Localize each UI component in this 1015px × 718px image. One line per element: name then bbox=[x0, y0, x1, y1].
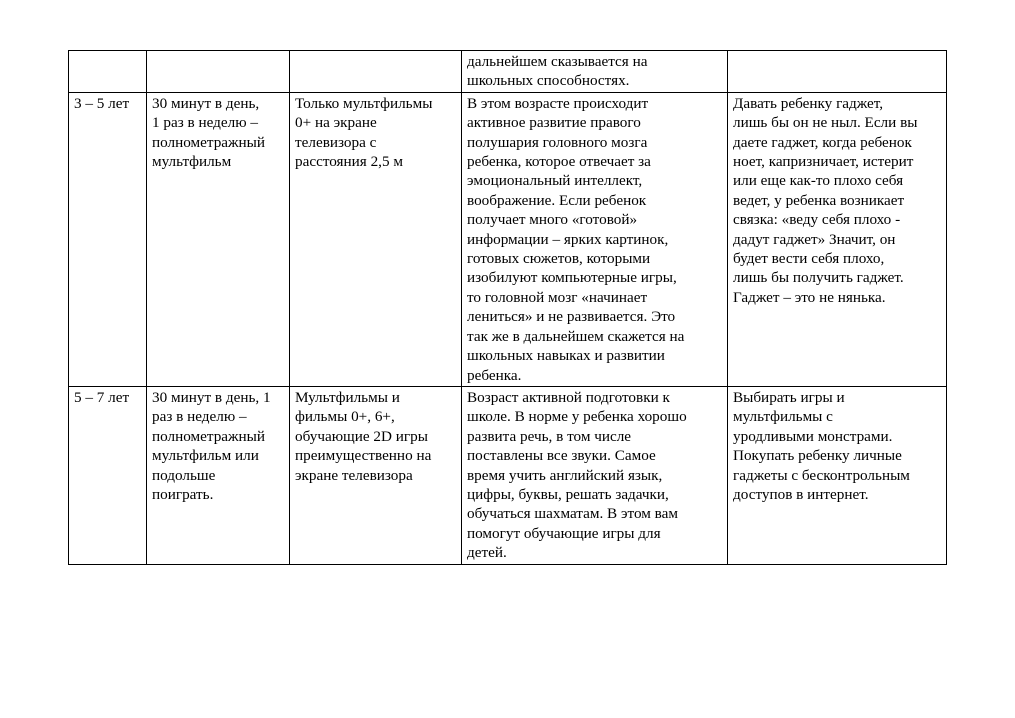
description-text: дальнейшем сказывается на школьных способностях. bbox=[467, 53, 648, 90]
advice-cell bbox=[728, 51, 947, 93]
description-cell bbox=[462, 386, 728, 564]
table-row bbox=[69, 386, 947, 564]
description-cell bbox=[462, 92, 728, 386]
content-cell bbox=[290, 92, 462, 386]
age-text: 5 – 7 лет bbox=[74, 388, 130, 406]
time-text: 30 минут в день, 1 раз в неделю – полнометражный мультфильм или подольше поиграть. bbox=[152, 388, 271, 503]
gadget-usage-table bbox=[68, 50, 947, 565]
description-text: В этом возрасте происходит активное развитие правого полушария головного мозга ребенка, которое отвечает за эмоциональный интеллект, воображение. Если ребенок получает много «готовой» информации – ярких картинок, готовых сюжетов, которыми изобилуют компьютерные игры, то головной мозг «начинает лениться» и не развивается. Это так же в дальнейшем скажется на школьных навыках и развитии ребенка. bbox=[467, 94, 685, 384]
advice-cell bbox=[728, 386, 947, 564]
table-row bbox=[69, 51, 947, 93]
time-cell bbox=[147, 92, 290, 386]
description-text: Возраст активной подготовки к школе. В норме у ребенка хорошо развита речь, в том числе поставлены все звуки. Самое время учить английский язык, цифры, буквы, решать задачки, обучаться шахматам. В этом вам помогут обучающие игры для детей. bbox=[467, 388, 687, 562]
advice-text: Давать ребенку гаджет, лишь бы он не ныл. Если вы даете гаджет, когда ребенок ноет, капризничает, истерит или еще как-то плохо себя ведет, у ребенка возникает связка: «веду себя плохо - дадут гаджет» Значит, он будет вести себя плохо, лишь бы получить гаджет. Гаджет – это не нянька. bbox=[733, 94, 918, 306]
table-row bbox=[69, 92, 947, 386]
advice-cell bbox=[728, 92, 947, 386]
time-cell bbox=[147, 51, 290, 93]
time-cell bbox=[147, 386, 290, 564]
advice-text: Выбирать игры и мультфильмы с уродливыми монстрами. Покупать ребенку личные гаджеты с бесконтрольным доступов в интернет. bbox=[733, 388, 910, 503]
age-cell bbox=[69, 386, 147, 564]
content-cell bbox=[290, 386, 462, 564]
age-cell bbox=[69, 92, 147, 386]
description-cell bbox=[462, 51, 728, 93]
time-text: 30 минут в день, 1 раз в неделю – полнометражный мультфильм bbox=[152, 94, 265, 171]
content-cell bbox=[290, 51, 462, 93]
age-text: 3 – 5 лет bbox=[74, 94, 130, 112]
content-text: Мультфильмы и фильмы 0+, 6+, обучающие 2D игры преимущественно на экране телевизора bbox=[295, 388, 432, 484]
age-cell bbox=[69, 51, 147, 93]
content-text: Только мультфильмы 0+ на экране телевизора с расстояния 2,5 м bbox=[295, 94, 433, 171]
